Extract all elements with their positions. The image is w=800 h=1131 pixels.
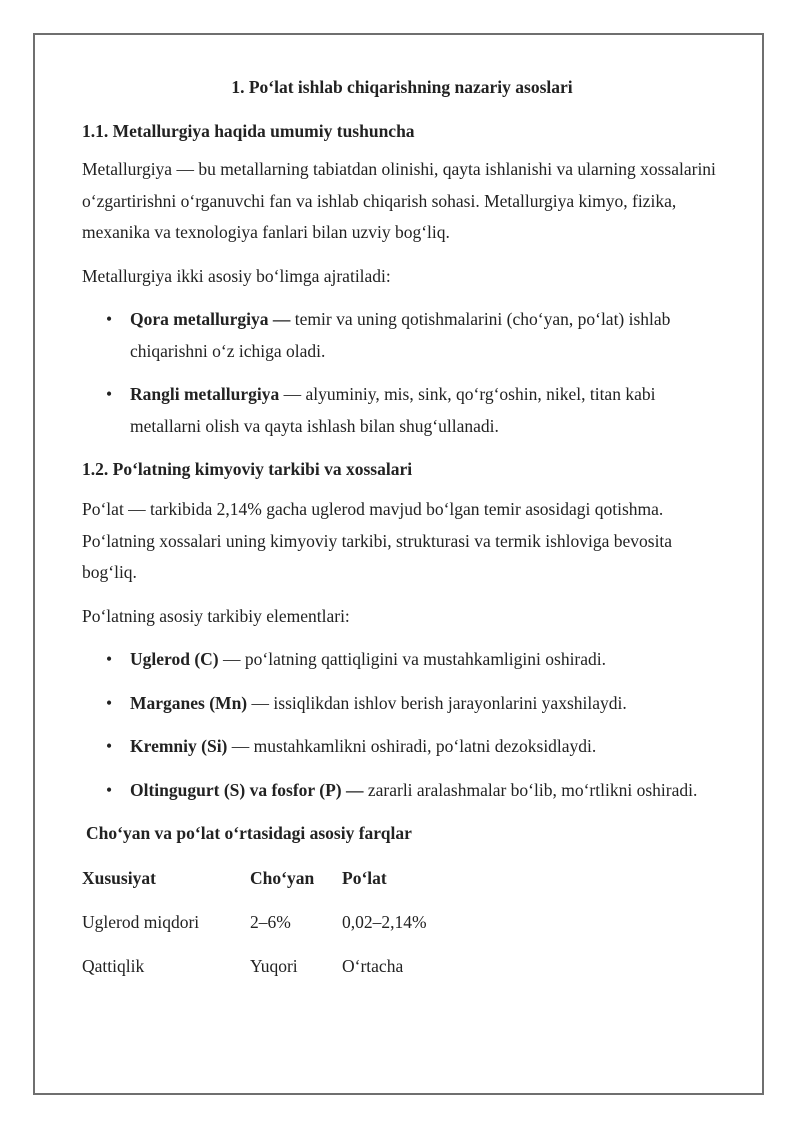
- bullet-text: — po‘latning qattiqligini va mustahkamligini oshiradi.: [218, 649, 607, 669]
- bullet-icon: •: [106, 309, 113, 329]
- table-cell: 2–6%: [250, 911, 291, 932]
- list-item: [82, 775, 722, 807]
- paragraph-metallurgy-definition: Metallurgiya — bu metallarning tabiatdan olinishi, qayta ishlanishi va ularning xossalarini o‘zgartirishni o‘rganuvchi fan va ishlab chiqarish sohasi. Metallurgiya kimyo, fizika, mexanika va texnologiya fanlari bilan uzviy bog‘liq.: [82, 159, 716, 242]
- table-header-cell: Xususiyat: [82, 867, 156, 888]
- bullet-term: Kremniy (Si): [130, 736, 228, 756]
- list-item: [82, 304, 722, 367]
- table-header-cell: Po‘lat: [342, 867, 387, 888]
- bullet-term: Qora metallurgiya —: [130, 309, 291, 329]
- bullet-icon: •: [106, 384, 113, 404]
- table-cell: Yuqori: [250, 955, 298, 976]
- metallurgy-branch-list: [82, 304, 722, 442]
- steel-element-list: [82, 644, 722, 806]
- bullet-term: Rangli metallurgiya: [130, 384, 280, 404]
- bullet-text: — alyuminiy, mis, sink, qo‘rg‘oshin, nikel, titan kabi metallarni olish va qayta ishlash bilan shug‘ullanadi.: [130, 384, 656, 436]
- bullet-icon: •: [106, 692, 113, 713]
- table-row: [82, 944, 427, 988]
- bullet-icon: •: [106, 736, 113, 756]
- paragraph-metallurgy-branches: Metallurgiya ikki asosiy bo‘limga ajratiladi:: [82, 265, 391, 286]
- bullet-text: — mustahkamlikni oshiradi, po‘latni dezoksidlaydi.: [227, 736, 597, 756]
- table-header-cell: Cho‘yan: [250, 867, 315, 888]
- list-item: [82, 379, 722, 442]
- table-cell: Qattiqlik: [82, 955, 145, 976]
- table-cell: Uglerod miqdori: [82, 911, 200, 932]
- section-heading-1-2: 1.2. Po‘latning kimyoviy tarkibi va xossalari: [82, 459, 413, 479]
- bullet-text: temir va uning qotishmalarini (cho‘yan, po‘lat) ishlab chiqarishni o‘z ichiga oladi.: [130, 309, 671, 361]
- bullet-term: Oltingugurt (S) va fosfor (P) —: [130, 779, 364, 800]
- document-title: 1. Po‘lat ishlab chiqarishning nazariy asoslari: [231, 77, 573, 97]
- paragraph-steel-elements: Po‘latning asosiy tarkibiy elementlari:: [82, 605, 350, 626]
- table-cell: O‘rtacha: [342, 955, 404, 976]
- bullet-term: Marganes (Mn): [130, 692, 248, 713]
- bullet-icon: •: [106, 779, 113, 800]
- table-cell: 0,02–2,14%: [342, 911, 427, 932]
- table-header-row: [82, 856, 427, 900]
- comparison-table: [82, 856, 427, 988]
- list-item: [82, 688, 722, 720]
- paragraph-steel-definition: Po‘lat — tarkibida 2,14% gacha uglerod mavjud bo‘lgan temir asosidagi qotishma. Po‘latning xossalari uning kimyoviy tarkibi, strukturasi va termik ishloviga bevosita bog‘liq.: [82, 499, 673, 582]
- section-heading-1-1: 1.1. Metallurgiya haqida umumiy tushuncha: [82, 121, 415, 141]
- bullet-text: — issiqlikdan ishlov berish jarayonlarini yaxshilaydi.: [247, 692, 627, 713]
- list-item: [82, 731, 722, 763]
- table-row: [82, 900, 427, 944]
- bullet-text: zararli aralashmalar bo‘lib, mo‘rtlikni oshiradi.: [363, 779, 698, 800]
- bullet-term: Uglerod (C): [130, 649, 219, 669]
- table-caption: Cho‘yan va po‘lat o‘rtasidagi asosiy farqlar: [86, 823, 412, 843]
- bullet-icon: •: [106, 649, 113, 669]
- document-body: [82, 72, 722, 988]
- list-item: [82, 644, 722, 676]
